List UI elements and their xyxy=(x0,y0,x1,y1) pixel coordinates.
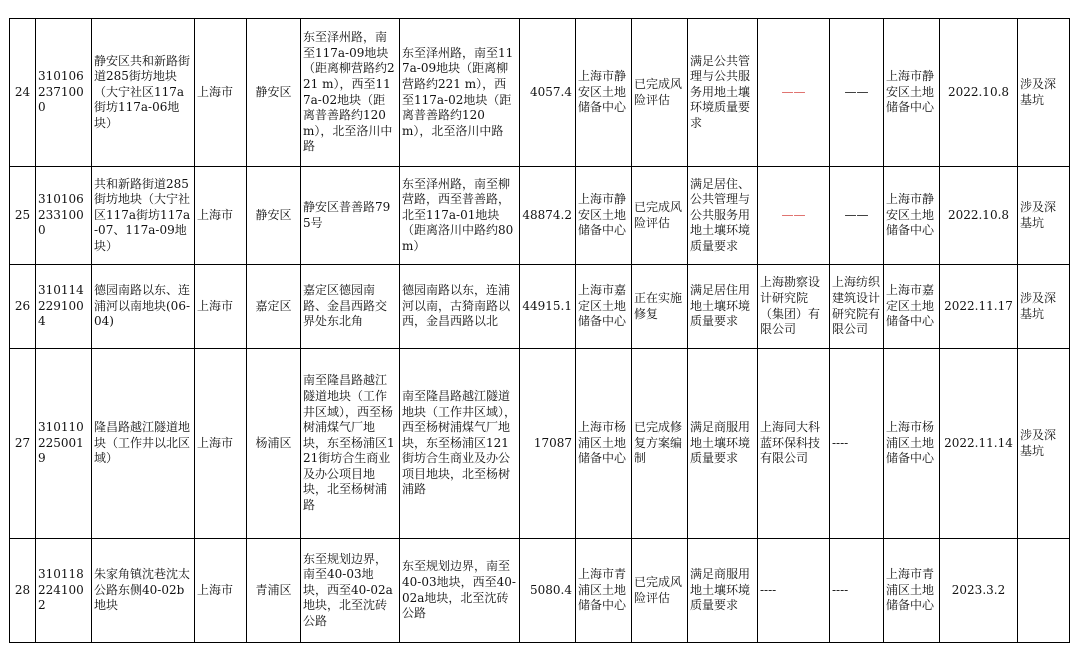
area-cell: 5080.4 xyxy=(520,539,576,643)
status-cell: 已完成风险评估 xyxy=(632,19,688,167)
boundary-cell: 东至泽州路，南至117a-09地块（距离柳营路约221 m），西至117a-02地块（距离普善路约120 m），北至洛川中路 xyxy=(400,19,520,167)
design-unit-cell: ---- xyxy=(830,539,884,643)
design-unit-cell: ---- xyxy=(830,349,884,539)
boundary-cell: 东至泽州路，南至柳营路，西至普善路，北至117a-01地块（距离洛川中路约80 m） xyxy=(400,167,520,265)
target-cell: 满足公共管理与公共服务用地土壤环境质量要求 xyxy=(688,19,758,167)
status-cell: 已完成修复方案编制 xyxy=(632,349,688,539)
row-number: 26 xyxy=(10,265,36,349)
row-number: 24 xyxy=(10,19,36,167)
date-cell: 2022.11.17 xyxy=(940,265,1018,349)
district-cell: 静安区 xyxy=(247,19,301,167)
target-cell: 满足居住用地土壤环境质量要求 xyxy=(688,265,758,349)
target-cell: 满足商服用地土壤环境质量要求 xyxy=(688,539,758,643)
district-cell: 杨浦区 xyxy=(247,349,301,539)
target-cell: 满足商服用地土壤环境质量要求 xyxy=(688,349,758,539)
status-cell: 已完成风险评估 xyxy=(632,167,688,265)
table-row xyxy=(10,19,1070,167)
note-cell: 涉及深基坑 xyxy=(1018,19,1070,167)
site-list-table xyxy=(9,18,1070,643)
site-code: 3101102250019 xyxy=(36,349,92,539)
design-unit-cell: 上海纺织建筑设计研究院有限公司 xyxy=(830,265,884,349)
site-code: 3101062371000 xyxy=(36,19,92,167)
city-cell: 上海市 xyxy=(195,19,247,167)
survey-unit-cell: 上海同大科蓝环保科技有限公司 xyxy=(758,349,830,539)
location-cell: 东至规划边界，南至40-03地块，西至40-02a地块，北至沈砖公路 xyxy=(301,539,400,643)
note-cell: 涉及深基坑 xyxy=(1018,349,1070,539)
district-cell: 嘉定区 xyxy=(247,265,301,349)
location-cell: 嘉定区德园南路、金昌西路交界处东北角 xyxy=(301,265,400,349)
survey-unit-cell: ---- xyxy=(758,539,830,643)
site-code: 3101142291004 xyxy=(36,265,92,349)
table-row xyxy=(10,349,1070,539)
location-cell: 东至泽州路，南至117a-09地块（距离柳营路约221 m），西至117a-02地块（距离普善路约120 m），北至洛川中路 xyxy=(301,19,400,167)
row-number: 27 xyxy=(10,349,36,539)
table-row xyxy=(10,539,1070,643)
site-name: 隆昌路越江隧道地块（工作井以北区域） xyxy=(92,349,195,539)
table-body xyxy=(10,19,1070,643)
responsible-party-cell: 上海市嘉定区土地储备中心 xyxy=(884,265,940,349)
table-row xyxy=(10,167,1070,265)
district-cell: 静安区 xyxy=(247,167,301,265)
responsible-party-cell: 上海市静安区土地储备中心 xyxy=(884,19,940,167)
site-code: 3101182241002 xyxy=(36,539,92,643)
area-cell: 4057.4 xyxy=(520,19,576,167)
site-name: 静安区共和新路街道285街坊地块（大宁社区117a街坊117a-06地块） xyxy=(92,19,195,167)
city-cell: 上海市 xyxy=(195,167,247,265)
row-number: 28 xyxy=(10,539,36,643)
land-owner-cell: 上海市杨浦区土地储备中心 xyxy=(576,349,632,539)
area-cell: 48874.2 xyxy=(520,167,576,265)
land-owner-cell: 上海市嘉定区土地储备中心 xyxy=(576,265,632,349)
city-cell: 上海市 xyxy=(195,265,247,349)
note-cell: 涉及深基坑 xyxy=(1018,167,1070,265)
boundary-cell: 南至隆昌路越江隧道地块（工作井区域），西至杨树浦煤气厂地块，东至杨浦区121街坊合生商业及办公项目地块，北至杨树浦路 xyxy=(400,349,520,539)
design-unit-cell: —— xyxy=(830,167,884,265)
survey-unit-cell: —— xyxy=(758,167,830,265)
status-cell: 已完成风险评估 xyxy=(632,539,688,643)
area-cell: 17087 xyxy=(520,349,576,539)
boundary-cell: 东至规划边界，南至40-03地块，西至40-02a地块，北至沈砖公路 xyxy=(400,539,520,643)
survey-unit-cell: —— xyxy=(758,19,830,167)
note-cell xyxy=(1018,539,1070,643)
boundary-cell: 德园南路以东，连浦河以南，古猗南路以西，金昌西路以北 xyxy=(400,265,520,349)
city-cell: 上海市 xyxy=(195,539,247,643)
date-cell: 2023.3.2 xyxy=(940,539,1018,643)
responsible-party-cell: 上海市静安区土地储备中心 xyxy=(884,167,940,265)
date-cell: 2022.10.8 xyxy=(940,19,1018,167)
responsible-party-cell: 上海市青浦区土地储备中心 xyxy=(884,539,940,643)
district-cell: 青浦区 xyxy=(247,539,301,643)
target-cell: 满足居住、公共管理与公共服务用地土壤环境质量要求 xyxy=(688,167,758,265)
row-number: 25 xyxy=(10,167,36,265)
area-cell: 44915.1 xyxy=(520,265,576,349)
land-owner-cell: 上海市静安区土地储备中心 xyxy=(576,167,632,265)
site-name: 共和新路街道285街坊地块（大宁社区117a街坊117a-07、117a-09地块） xyxy=(92,167,195,265)
site-name: 朱家角镇沈巷沈太公路东侧40-02b地块 xyxy=(92,539,195,643)
date-cell: 2022.11.14 xyxy=(940,349,1018,539)
table-row xyxy=(10,265,1070,349)
location-cell: 南至隆昌路越江隧道地块（工作井区域），西至杨树浦煤气厂地块，东至杨浦区121街坊合生商业及办公项目地块，北至杨树浦路 xyxy=(301,349,400,539)
site-code: 3101062331000 xyxy=(36,167,92,265)
responsible-party-cell: 上海市杨浦区土地储备中心 xyxy=(884,349,940,539)
location-cell: 静安区普善路795号 xyxy=(301,167,400,265)
note-cell: 涉及深基坑 xyxy=(1018,265,1070,349)
site-name: 德园南路以东、连浦河以南地块(06-04) xyxy=(92,265,195,349)
land-owner-cell: 上海市青浦区土地储备中心 xyxy=(576,539,632,643)
city-cell: 上海市 xyxy=(195,349,247,539)
status-cell: 正在实施修复 xyxy=(632,265,688,349)
survey-unit-cell: 上海勘察设计研究院（集团）有限公司 xyxy=(758,265,830,349)
design-unit-cell: —— xyxy=(830,19,884,167)
land-owner-cell: 上海市静安区土地储备中心 xyxy=(576,19,632,167)
date-cell: 2022.10.8 xyxy=(940,167,1018,265)
